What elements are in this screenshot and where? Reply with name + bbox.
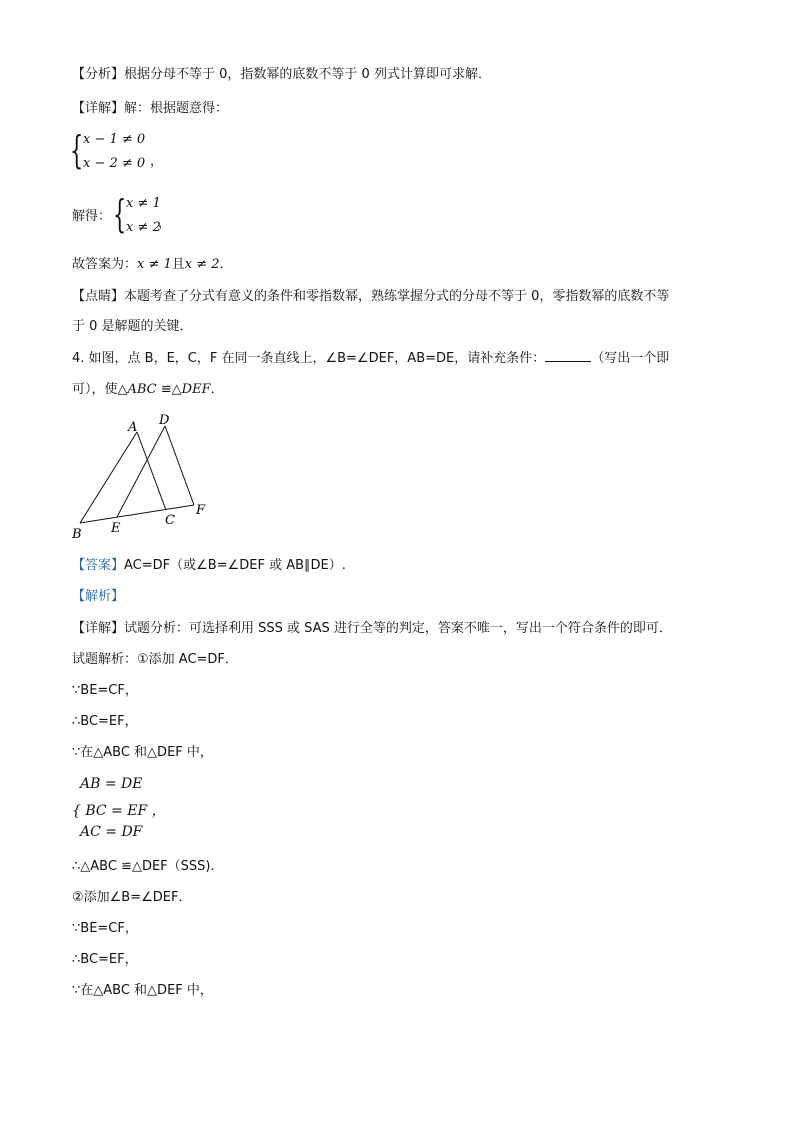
analysis-line: 【分析】根据分母不等于 0，指数幂的底数不等于 0 列式计算即可求解．: [72, 67, 491, 82]
solve-prefix: 解得：: [72, 209, 112, 224]
triangles-diagram: [70, 410, 210, 542]
geometry-figure: [70, 410, 210, 542]
equation-row: x ≠ 2: [126, 220, 161, 235]
label-a: A: [128, 420, 138, 435]
equation-system-2: [113, 192, 233, 242]
solution-step-7: ∵BE=CF，: [72, 921, 138, 936]
equation-row: x − 2 ≠ 0: [83, 156, 146, 171]
answer-blank: [545, 349, 591, 362]
remark-line-2: 于 0 是解题的关键．: [72, 319, 193, 334]
brace-icon: {: [113, 192, 127, 236]
detail-line: 【详解】解：根据题意得：: [72, 101, 229, 116]
solution-step-6: ②添加∠B=∠DEF．: [72, 890, 192, 905]
brace-icon: {: [70, 128, 84, 172]
punctuation: ，: [158, 216, 172, 231]
label-c: C: [165, 513, 175, 528]
segment-ed: [117, 426, 165, 517]
equation-row: { BC = EF ，: [72, 803, 166, 819]
analysis-tag: 【解析】: [72, 589, 125, 604]
solution-step-4: ∵在△ABC 和△DEF 中，: [72, 745, 213, 760]
solution-step-9: ∵在△ABC 和△DEF 中，: [72, 983, 213, 998]
segment-bf: [80, 505, 194, 523]
remark-line: 【点睛】本题考查了分式有意义的条件和零指数幂，熟练掌握分式的分母不等于 0，零指数幂的底数不等: [72, 289, 670, 304]
solution-step-2: ∵BE=CF，: [72, 683, 138, 698]
equation-system-1: [70, 128, 190, 178]
label-e: E: [111, 521, 121, 536]
solution-step-5: ∴△ABC ≌△DEF（SSS).: [72, 859, 215, 874]
detail-analysis: 【详解】试题分析：可选择利用 SSS 或 SAS 进行全等的判定，答案不唯一，写出一个符合条件的即可．: [72, 621, 672, 636]
equation-row: AB = DE: [80, 776, 143, 792]
question-4-cont: 可），使△ABC ≌△DEF．: [72, 382, 224, 397]
answer-line: 故答案为：x ≠ 1且x ≠ 2．: [72, 257, 233, 272]
equation-row: AC = DF: [80, 824, 143, 840]
equation-row: x − 1 ≠ 0: [83, 132, 146, 147]
solution-step-1: 试题解析：①添加 AC=DF．: [72, 652, 238, 667]
equation-row: x ≠ 1: [126, 196, 161, 211]
solution-step-8: ∴BC=EF，: [72, 952, 138, 967]
punctuation: ，: [150, 154, 164, 169]
label-f: F: [196, 503, 206, 518]
segment-ab: [80, 432, 137, 523]
label-b: B: [72, 527, 82, 542]
segment-df: [165, 426, 194, 505]
answer-block: 【答案】AC=DF（或∠B=∠DEF 或 AB∥DE）.: [72, 558, 346, 573]
label-d: D: [159, 413, 170, 428]
answer-tag: 【答案】: [72, 558, 125, 573]
equation-system-3: [72, 774, 272, 846]
question-4: 4. 如图，点 B，E，C，F 在同一条直线上，∠B=∠DEF，AB=DE，请补充条件： （写出一个即: [72, 351, 670, 366]
solution-step-3: ∴BC=EF，: [72, 714, 138, 729]
